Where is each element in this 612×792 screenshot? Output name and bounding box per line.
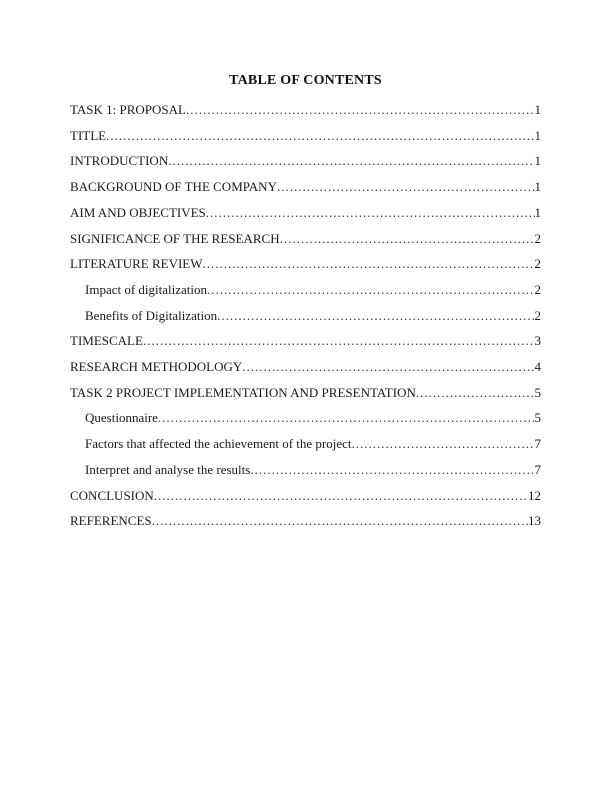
toc-entry[interactable] — [70, 380, 541, 406]
toc-entry[interactable] — [70, 148, 541, 174]
toc-entry-label: INTRODUCTION — [70, 153, 169, 169]
toc-entry[interactable] — [70, 226, 541, 252]
toc-entry-label: BACKGROUND OF THE COMPANY — [70, 179, 277, 195]
toc-page-number: 13 — [528, 513, 541, 529]
toc-dot-leader — [186, 97, 535, 123]
toc-entry-label: Factors that affected the achievement of the project — [85, 436, 352, 452]
toc-entry[interactable] — [70, 123, 541, 149]
toc-entry-label: AIM AND OBJECTIVES — [70, 204, 206, 220]
toc-page-number: 1 — [534, 179, 541, 195]
toc-dot-leader — [242, 354, 534, 380]
toc-page-number: 1 — [534, 127, 541, 143]
toc-entry-label: TITLE — [70, 127, 107, 143]
toc-dot-leader — [280, 226, 535, 252]
toc-entry-label: TASK 1: PROPOSAL — [70, 102, 186, 117]
toc-entry[interactable] — [70, 405, 541, 431]
toc-page-number: 4 — [534, 359, 541, 375]
toc-entry[interactable] — [70, 200, 541, 226]
toc-page-number: 2 — [534, 281, 541, 297]
toc-list — [70, 97, 541, 534]
toc-page-number: 7 — [534, 461, 541, 477]
toc-dot-leader — [416, 380, 535, 406]
toc-page-number: 1 — [534, 153, 541, 169]
toc-dot-leader — [277, 174, 535, 200]
toc-dot-leader — [207, 277, 534, 303]
toc-page-number: 3 — [534, 333, 541, 349]
toc-page-number: 7 — [534, 436, 541, 452]
toc-page-number: 2 — [534, 307, 541, 323]
toc-entry[interactable] — [70, 457, 541, 483]
toc-entry[interactable] — [70, 303, 541, 329]
toc-entry[interactable] — [70, 508, 541, 534]
toc-dot-leader — [152, 508, 528, 534]
toc-page-number: 5 — [534, 410, 541, 426]
toc-entry[interactable] — [70, 174, 541, 200]
toc-dot-leader — [217, 303, 534, 329]
toc-entry-label: TIMESCALE — [70, 333, 143, 349]
toc-dot-leader — [206, 200, 535, 226]
toc-entry-label: REFERENCES — [70, 513, 152, 529]
toc-page-number: 2 — [534, 230, 541, 246]
toc-entry[interactable] — [70, 277, 541, 303]
toc-entry-label: RESEARCH METHODOLOGY — [70, 359, 243, 375]
page-content — [70, 73, 541, 534]
toc-entry-label: LITERATURE REVIEW — [70, 256, 203, 272]
toc-page-number: 1 — [534, 102, 541, 117]
toc-dot-leader — [352, 431, 535, 457]
toc-dot-leader — [203, 251, 535, 277]
toc-page-number: 12 — [528, 487, 541, 503]
toc-entry[interactable] — [70, 251, 541, 277]
toc-dot-leader — [168, 148, 534, 174]
toc-entry[interactable] — [70, 431, 541, 457]
toc-entry-label: Interpret and analyse the results — [85, 461, 251, 477]
toc-dot-leader — [158, 405, 535, 431]
toc-entry-label: TASK 2 PROJECT IMPLEMENTATION AND PRESENTATION — [70, 384, 416, 400]
toc-entry-label: Impact of digitalization — [85, 281, 208, 297]
toc-page-number: 2 — [534, 256, 541, 272]
toc-entry-label: SIGNIFICANCE OF THE RESEARCH — [70, 230, 280, 246]
toc-entry-label: Benefits of Digitalization — [85, 307, 218, 323]
toc-page-number: 5 — [534, 384, 541, 400]
toc-entry[interactable] — [70, 328, 541, 354]
toc-page-number: 1 — [534, 204, 541, 220]
toc-entry-label: Questionnaire — [85, 410, 158, 426]
toc-dot-leader — [106, 123, 534, 149]
toc-entry[interactable] — [70, 354, 541, 380]
page-title: TABLE OF CONTENTS — [229, 73, 382, 88]
toc-entry[interactable] — [70, 97, 541, 123]
toc-dot-leader — [154, 483, 528, 509]
toc-dot-leader — [143, 328, 535, 354]
toc-dot-leader — [250, 457, 534, 483]
toc-entry-label: CONCLUSION — [70, 487, 154, 503]
toc-entry[interactable] — [70, 483, 541, 509]
